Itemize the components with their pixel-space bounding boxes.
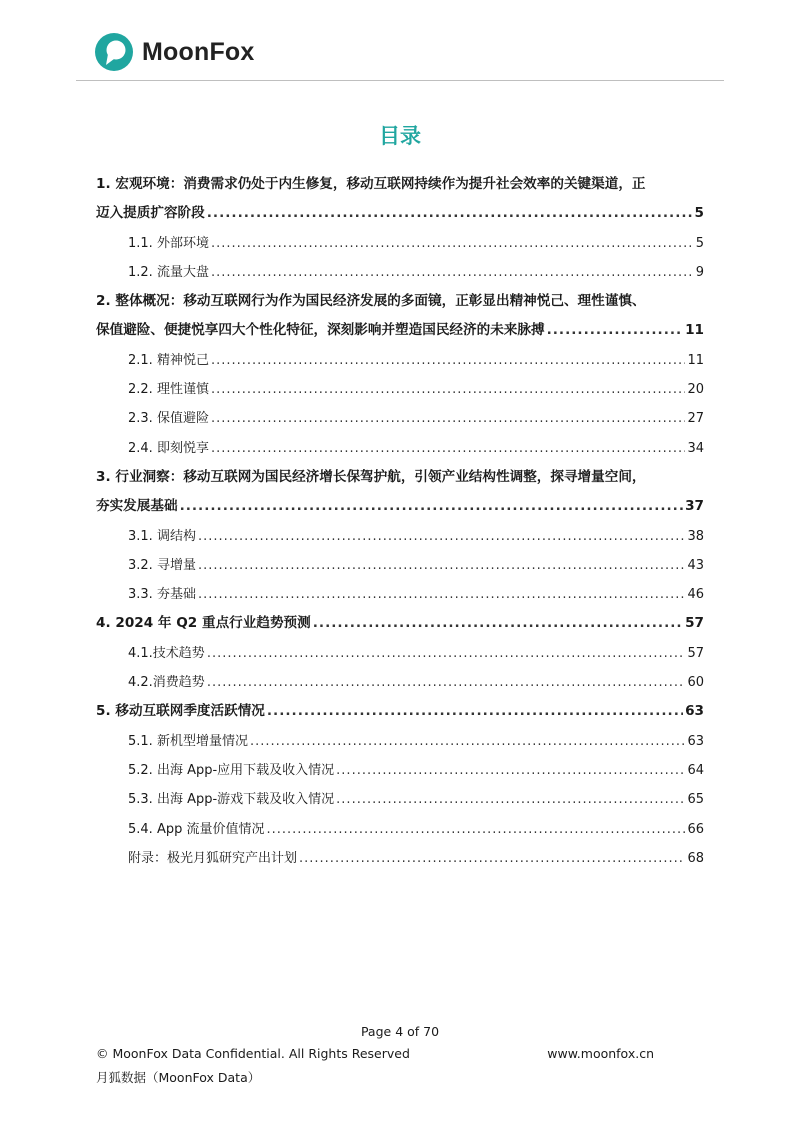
toc-page-number: 57	[687, 645, 704, 661]
toc-entry-level2[interactable]	[96, 844, 704, 873]
toc-page-number: 20	[687, 382, 704, 398]
toc-entry-level2[interactable]	[96, 668, 704, 697]
company-name: 月狐数据（MoonFox Data）	[96, 1070, 261, 1085]
toc-leader-dots	[336, 756, 685, 785]
toc-leader-dots	[211, 229, 694, 258]
toc-entry-label: 4.1.技术趋势	[128, 645, 205, 661]
toc-entry-label: 5.4. App 流量价值情况	[128, 821, 265, 837]
brand-name: MoonFox	[142, 37, 255, 66]
toc-page-number: 63	[687, 733, 704, 749]
toc-entry-label: 1.1. 外部环境	[128, 235, 209, 251]
toc-page-number: 27	[687, 411, 704, 427]
toc-leader-dots	[211, 404, 686, 433]
toc-page-number: 68	[687, 850, 704, 866]
toc-entry-level2[interactable]	[96, 551, 704, 580]
toc-entry-level2[interactable]	[96, 727, 704, 756]
toc-entry-level2[interactable]	[96, 346, 704, 375]
toc-entry-level2[interactable]	[96, 258, 704, 287]
toc-leader-dots	[207, 668, 686, 697]
website-url: www.moonfox.cn	[547, 1046, 654, 1061]
table-of-contents	[96, 170, 704, 873]
toc-entry-level1[interactable]	[96, 316, 704, 345]
toc-page-number: 63	[685, 703, 704, 720]
toc-entry-level2[interactable]	[96, 229, 704, 258]
toc-leader-dots	[211, 375, 686, 404]
toc-entry-label: 2. 整体概况：移动互联网行为作为国民经济发展的多面镜，正彰显出精神悦己、理性谨慎、	[96, 293, 646, 310]
toc-entry-label: 4. 2024 年 Q2 重点行业趋势预测	[96, 615, 311, 632]
toc-entry-label: 保值避险、便捷悦享四大个性化特征，深刻影响并塑造国民经济的未来脉搏	[96, 322, 545, 339]
toc-entry-level1[interactable]	[96, 609, 704, 638]
toc-entry-label: 5. 移动互联网季度活跃情况	[96, 703, 265, 720]
toc-entry-label: 1.2. 流量大盘	[128, 264, 209, 280]
toc-entry-level1[interactable]	[96, 697, 704, 726]
toc-entry-label: 3.2. 寻增量	[128, 557, 196, 573]
toc-leader-dots	[267, 697, 683, 726]
toc-leader-dots	[198, 580, 686, 609]
toc-title: 目录	[379, 124, 421, 148]
toc-page-number: 65	[687, 792, 704, 808]
toc-leader-dots	[336, 785, 685, 814]
toc-leader-dots	[211, 258, 694, 287]
toc-entry-label: 3.1. 调结构	[128, 528, 196, 544]
toc-page-number: 46	[687, 587, 704, 603]
toc-leader-dots	[207, 639, 686, 668]
toc-page-number: 38	[687, 528, 704, 544]
page-number: Page 4 of 70	[360, 1024, 440, 1039]
toc-entry-level2[interactable]	[96, 756, 704, 785]
toc-entry-level1[interactable]	[96, 492, 704, 521]
toc-leader-dots	[266, 815, 685, 844]
header-divider	[76, 80, 724, 81]
toc-page-number: 64	[687, 762, 704, 778]
toc-entry-level2[interactable]	[96, 434, 704, 463]
toc-entry-level2[interactable]	[96, 785, 704, 814]
toc-entry-level1[interactable]	[96, 463, 704, 492]
toc-entry-label: 5.3. 出海 App-游戏下载及收入情况	[128, 792, 335, 808]
toc-page-number: 11	[685, 322, 704, 339]
toc-page-number: 43	[687, 557, 704, 573]
toc-leader-dots	[211, 434, 686, 463]
toc-leader-dots	[180, 492, 684, 521]
toc-entry-level1[interactable]	[96, 199, 704, 228]
toc-entry-level2[interactable]	[96, 580, 704, 609]
toc-page-number: 5	[695, 235, 704, 251]
toc-leader-dots	[198, 551, 686, 580]
toc-leader-dots	[313, 609, 683, 638]
toc-page-number: 60	[687, 675, 704, 691]
toc-entry-label: 2.2. 理性谨慎	[128, 382, 209, 398]
toc-leader-dots	[207, 199, 693, 228]
toc-page-number: 37	[685, 498, 704, 515]
toc-page-number: 11	[687, 352, 704, 368]
copyright-notice: © MoonFox Data Confidential. All Rights Reserved	[96, 1046, 410, 1061]
toc-entry-level2[interactable]	[96, 815, 704, 844]
toc-entry-level1[interactable]	[96, 287, 704, 316]
toc-entry-level2[interactable]	[96, 404, 704, 433]
moonfox-logo-icon	[94, 32, 134, 72]
toc-page-number: 34	[687, 440, 704, 456]
toc-leader-dots	[198, 522, 686, 551]
toc-entry-label: 3.3. 夯基础	[128, 587, 196, 603]
toc-entry-level2[interactable]	[96, 375, 704, 404]
toc-entry-level2[interactable]	[96, 639, 704, 668]
toc-entry-label: 4.2.消费趋势	[128, 675, 205, 691]
toc-entry-label: 2.3. 保值避险	[128, 411, 209, 427]
toc-leader-dots	[211, 346, 686, 375]
toc-entry-label: 5.1. 新机型增量情况	[128, 733, 248, 749]
toc-page-number: 66	[687, 821, 704, 837]
toc-leader-dots	[547, 316, 683, 345]
toc-entry-label: 3. 行业洞察：移动互联网为国民经济增长保驾护航，引领产业结构性调整，探寻增量空间，	[96, 468, 646, 485]
toc-entry-label: 附录：极光月狐研究产出计划	[128, 850, 298, 866]
header	[94, 30, 254, 74]
toc-entry-label: 夯实发展基础	[96, 498, 178, 515]
toc-page-number: 9	[695, 264, 704, 280]
toc-entry-label: 1. 宏观环境：消费需求仍处于内生修复，移动互联网持续作为提升社会效率的关键渠道，正	[96, 176, 646, 192]
toc-page-number: 57	[685, 615, 704, 632]
toc-page-number: 5	[694, 205, 704, 222]
toc-entry-label: 5.2. 出海 App-应用下载及收入情况	[128, 762, 335, 778]
toc-entry-label: 2.1. 精神悦己	[128, 352, 209, 368]
toc-leader-dots	[250, 727, 686, 756]
toc-entry-label: 迈入提质扩容阶段	[96, 205, 205, 222]
toc-entry-level1[interactable]	[96, 170, 704, 199]
toc-leader-dots	[299, 844, 685, 873]
toc-entry-label: 2.4. 即刻悦享	[128, 440, 209, 456]
toc-entry-level2[interactable]	[96, 522, 704, 551]
